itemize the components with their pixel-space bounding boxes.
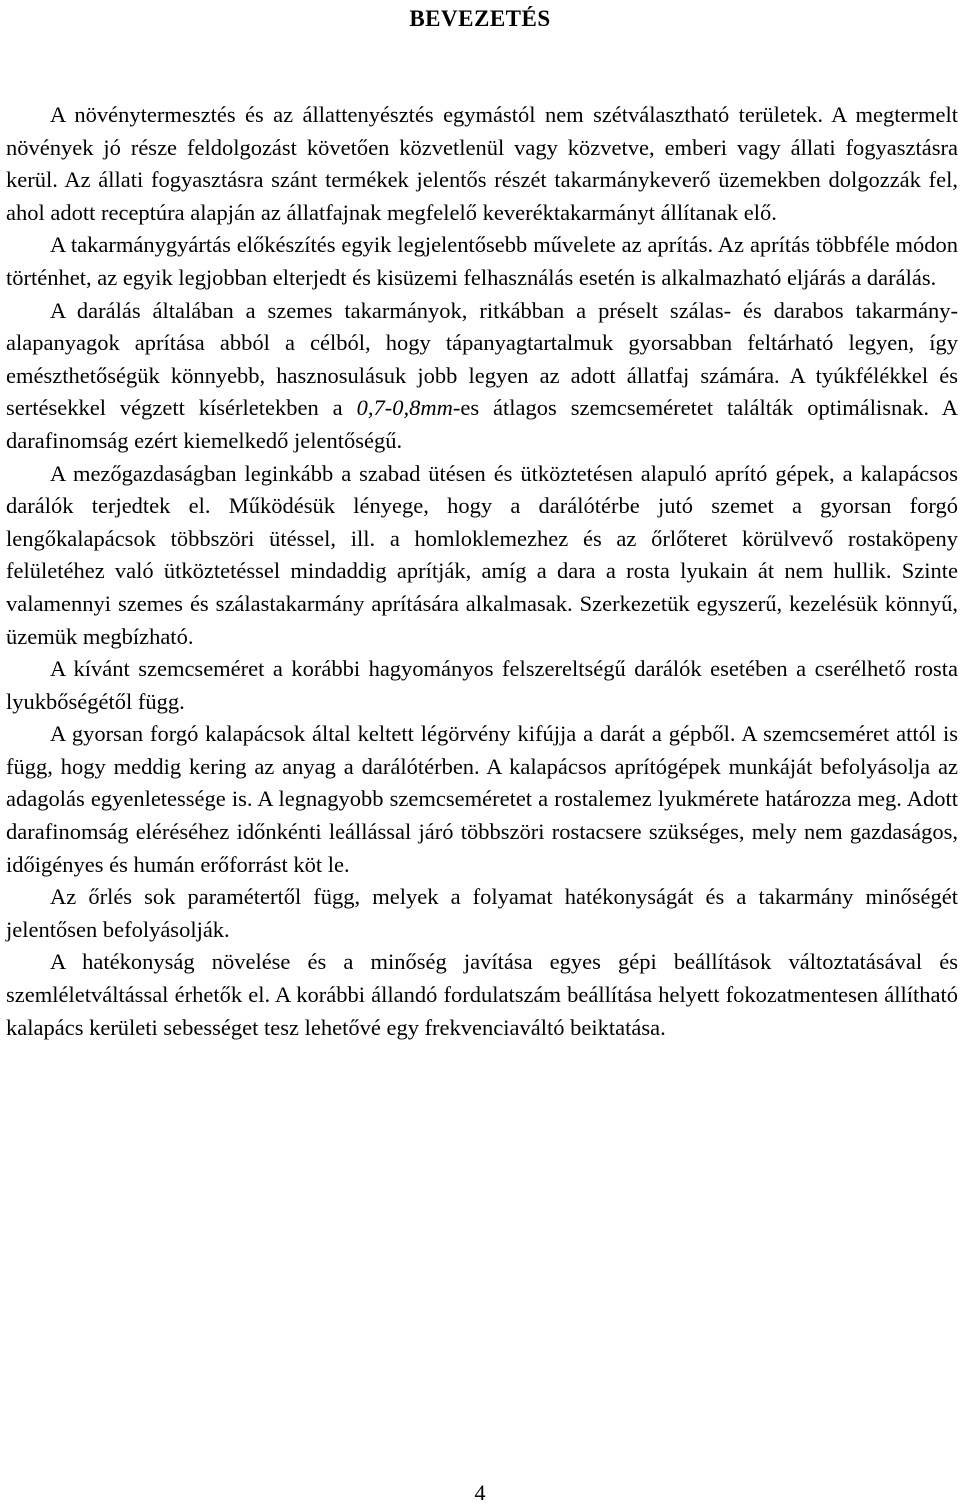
paragraph-3-part-2: -es átlagos szemcseméretet találták optimálisnak. A darafinomság ezért kiemelkedő jelentőségű. [6, 395, 959, 453]
paragraph-6: A gyorsan forgó kalapácsok által keltett légörvény kifújja a darát a gépből. A szemcseméret attól is függ, hogy meddig kering az anyag a darálótérben. A kalapácsos aprítógépek munkáját befolyásolja az adagolás egyenletessége is. A legnagyobb szemcseméretet a rostalemez lyukmérete határozza meg. Adott darafinomság eléréséhez időnkénti leállással járó többszöri rostacsere szükséges, mely nem gazdaságos, időigényes és humán erőforrást köt le. [6, 721, 958, 877]
paragraph-3-part-1: A darálás általában a szemes takarmányok, ritkábban a préselt szálas- és darabos takarmány-alapanyagok aprítása abból a célból, hogy tápanyagtartalmuk gyorsabban feltárható legyen, így emészthetőségük könnyebb, hasznosulásuk jobb legyen az adott állatfaj számára. A tyúkfélékkel és sertésekkel végzett kísérletekben a [6, 297, 958, 421]
paragraph-1: A növénytermesztés és az állattenyésztés egymástól nem szétválasztható területek. A megtermelt növények jó része feldolgozást követően közvetlenül vagy közvetve, emberi vagy állati fogyasztásra kerül. Az állati fogyasztásra szánt termékek jelentős részét takarmánykeverő üzemekben dolgozzák fel, ahol adott receptúra alapján az állatfajnak megfelelő keveréktakarmányt állítanak elő. [6, 102, 958, 225]
paragraph-5: A kívánt szemcseméret a korábbi hagyományos felszereltségű darálók esetében a cserélhető rosta lyukbőségétől függ. [6, 656, 958, 714]
paragraph-8: A hatékonyság növelése és a minőség javítása egyes gépi beállítások változtatásával és szemléletváltással érhetők el. A korábbi állandó fordulatszám beállítása helyett fokozatmentesen állítható kalapács kerületi sebességet tesz lehetővé egy frekvenciaváltó beiktatása. [6, 949, 958, 1040]
page-number: 4 [474, 1480, 486, 1505]
page-title: BEVEZETÉS [409, 6, 551, 31]
paragraph-2: A takarmánygyártás előkészítés egyik legjelentősebb művelete az aprítás. Az aprítás többféle módon történhet, az egyik legjobban elterjedt és kisüzemi felhasználás esetén is alkalmazható eljárás a darálás. [6, 232, 958, 290]
particle-size-range: 0,7-0,8mm [356, 395, 453, 421]
paragraph-7: Az őrlés sok paramétertől függ, melyek a folyamat hatékonyságát és a takarmány minőségét jelentősen befolyásolják. [6, 884, 958, 942]
paragraph-3 [6, 295, 958, 458]
body-text [6, 99, 958, 1044]
paragraph-4: A mezőgazdaságban leginkább a szabad ütésen és ütköztetésen alapuló aprító gépek, a kalapácsos darálók terjedtek el. Működésük lényege, hogy a darálótérbe jutó szemet a gyorsan forgó lengőkalapácsok többszöri ütéssel, ill. a homloklemezhez és az őrlőteret körülvevő rostaköpeny felületéhez való ütköztetéssel mindaddig aprítják, amíg a dara a rosta lyukain át nem hullik. Szinte valamennyi szemes és szálastakarmány aprítására alkalmasak. Szerkezetük egyszerű, kezelésük könnyű, üzemük megbízható. [6, 460, 958, 649]
